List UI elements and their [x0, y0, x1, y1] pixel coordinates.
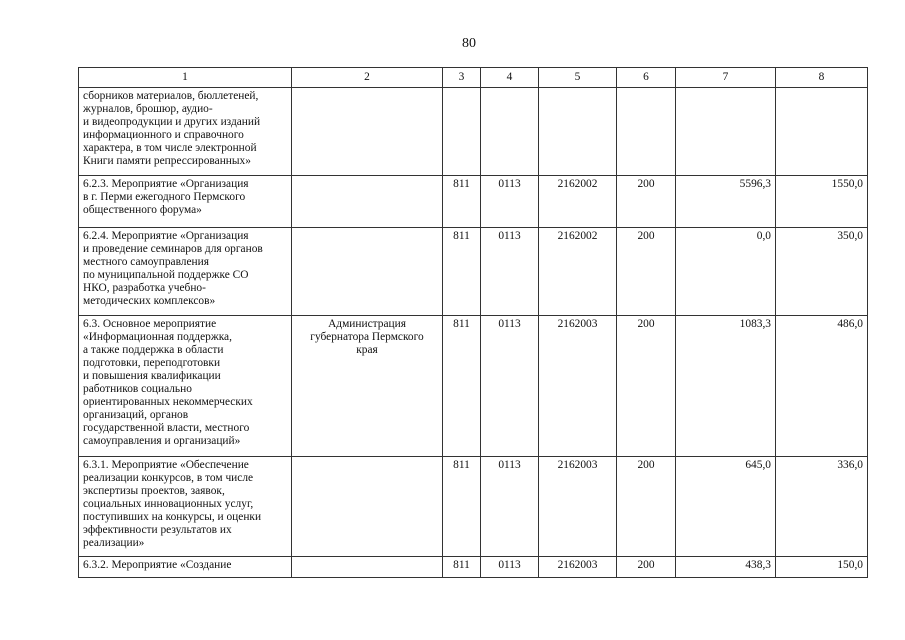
column-8-cell: 336,0	[776, 457, 868, 557]
table-row	[79, 457, 868, 557]
column-7-cell: 5596,3	[676, 176, 776, 228]
column-3-cell: 811	[443, 557, 481, 578]
executor-cell	[292, 176, 443, 228]
column-3-cell: 811	[443, 228, 481, 316]
column-6-cell: 200	[617, 316, 676, 457]
column-7-cell: 438,3	[676, 557, 776, 578]
column-8-cell: 486,0	[776, 316, 868, 457]
executor-cell: Администрация губернатора Пермского края	[292, 316, 443, 457]
column-3-cell	[443, 88, 481, 176]
table-row	[79, 557, 868, 578]
activity-name-cell: 6.2.3. Мероприятие «Организация в г. Перми ежегодного Пермского общественного форума»	[79, 176, 292, 228]
column-header-4: 4	[481, 68, 539, 88]
column-6-cell	[617, 88, 676, 176]
executor-cell	[292, 228, 443, 316]
column-8-cell	[776, 88, 868, 176]
column-6-cell: 200	[617, 228, 676, 316]
column-7-cell	[676, 88, 776, 176]
column-5-cell: 2162003	[539, 316, 617, 457]
activity-name-cell: 6.3.2. Мероприятие «Создание	[79, 557, 292, 578]
column-5-cell	[539, 88, 617, 176]
column-6-cell: 200	[617, 557, 676, 578]
column-5-cell: 2162002	[539, 228, 617, 316]
column-header-5: 5	[539, 68, 617, 88]
column-header-7: 7	[676, 68, 776, 88]
column-8-cell: 150,0	[776, 557, 868, 578]
column-8-cell: 1550,0	[776, 176, 868, 228]
column-5-cell: 2162003	[539, 557, 617, 578]
column-6-cell: 200	[617, 176, 676, 228]
column-header-8: 8	[776, 68, 868, 88]
column-header-2: 2	[292, 68, 443, 88]
page-number: 80	[462, 36, 476, 51]
column-header-6: 6	[617, 68, 676, 88]
table-row	[79, 88, 868, 176]
column-7-cell: 645,0	[676, 457, 776, 557]
column-8-cell: 350,0	[776, 228, 868, 316]
column-3-cell: 811	[443, 176, 481, 228]
column-4-cell	[481, 88, 539, 176]
column-7-cell: 1083,3	[676, 316, 776, 457]
table-row	[79, 316, 868, 457]
column-4-cell: 0113	[481, 557, 539, 578]
activity-name-cell: 6.3.1. Мероприятие «Обеспечение реализации конкурсов, в том числе экспертизы проектов, заявок, социальных инновационных услуг, поступивших на конкурсы, и оценки эффективности результатов их реализации»	[79, 457, 292, 557]
column-3-cell: 811	[443, 316, 481, 457]
column-7-cell: 0,0	[676, 228, 776, 316]
column-4-cell: 0113	[481, 316, 539, 457]
activity-name-cell: сборников материалов, бюллетеней, журналов, брошюр, аудио- и видеопродукции и других изданий информационного и справочного характера, в том числе электронной Книги памяти репрессированных»	[79, 88, 292, 176]
column-5-cell: 2162002	[539, 176, 617, 228]
column-4-cell: 0113	[481, 457, 539, 557]
column-3-cell: 811	[443, 457, 481, 557]
header-row	[79, 68, 868, 88]
column-4-cell: 0113	[481, 228, 539, 316]
budget-table	[78, 67, 868, 578]
activity-name-cell: 6.2.4. Мероприятие «Организация и проведение семинаров для органов местного самоуправления по муниципальной поддержке СО НКО, разработка учебно- методических комплексов»	[79, 228, 292, 316]
column-header-1: 1	[79, 68, 292, 88]
column-6-cell: 200	[617, 457, 676, 557]
table-row	[79, 176, 868, 228]
executor-cell	[292, 88, 443, 176]
column-header-3: 3	[443, 68, 481, 88]
executor-cell	[292, 457, 443, 557]
executor-cell	[292, 557, 443, 578]
column-5-cell: 2162003	[539, 457, 617, 557]
activity-name-cell: 6.3. Основное мероприятие «Информационная поддержка, а также поддержка в области подготовки, переподготовки и повышения квалификации работников социально ориентированных некоммерческих организаций, органов государственной власти, местного самоуправления и организаций»	[79, 316, 292, 457]
column-4-cell: 0113	[481, 176, 539, 228]
table-row	[79, 228, 868, 316]
